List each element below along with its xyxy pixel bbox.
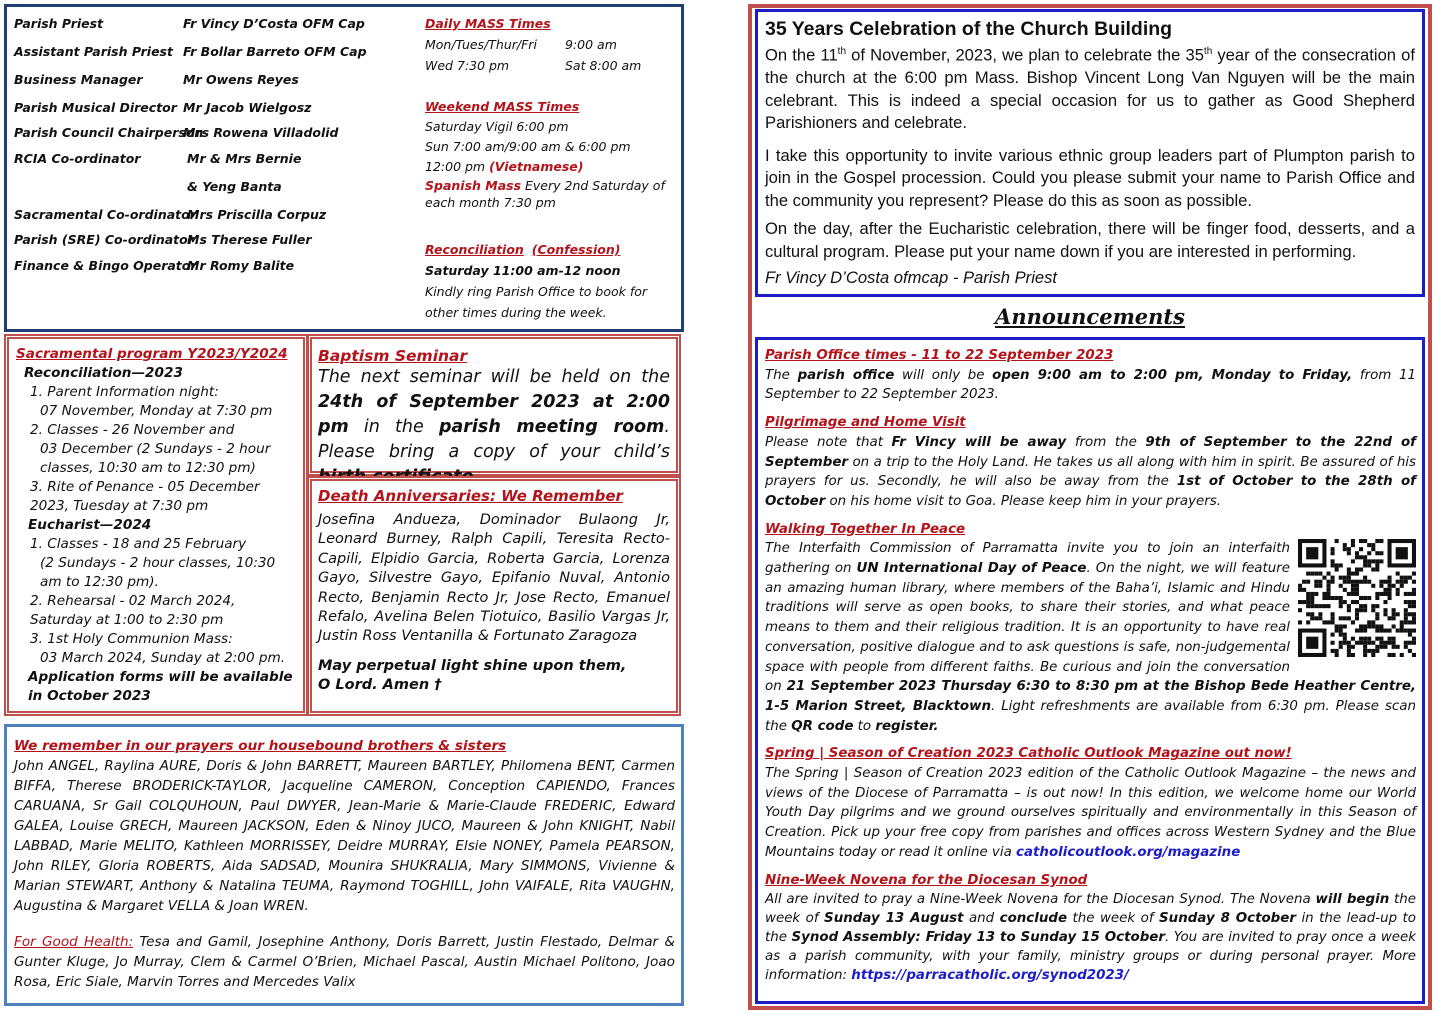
staff-name: Mr & Mrs Bernie	[187, 151, 302, 166]
staff-role: RCIA Co-ordinator	[14, 151, 141, 166]
spring-text: The Spring | Season of Creation 2023 edition of the Catholic Outlook Magazine – the news and views of the Diocese of Parramatta – is out now! In this edition, we welcome home our World Youth Day pilgrims and we ground ourselves spiritually and environmentally in this Season of Creation. Pick up your free copy from parishes and offices across Western Sydney and the Blue Mountains today or read it online via catholicoutlook.org/magazine	[765, 766, 1416, 860]
good-health-names: Tesa and Gamil, Josephine Anthony, Doris Barrett, Justin Flestado, Delmar & Gunter Kluge, Jo Murray, Clem & Carmel O’Brien, Michael Pascal, Austin Michael Politono, Joao Rosa, Eric Siale, Marvin Torres and Mercedes Valix	[14, 934, 675, 990]
weekend-line-3b: (Vietnamese)	[489, 159, 584, 174]
staff-role: Parish Priest	[14, 16, 104, 31]
daily-line-1b: 9:00 am	[565, 37, 617, 52]
sac-r2b: 03 December (2 Sundays - 2 hour classes, 10:30 am to 12:30 pm)	[40, 441, 271, 476]
celebration-p1: On the 11th of November, 2023, we plan to celebrate the 35th year of the consecration of the church at the 6:00 pm Mass. Bishop Vincent Long Van Nguyen will be the main celebrant. This is indeed a special occasion for us to gather as Good Shepherd Parishioners and celebrate.	[765, 45, 1415, 133]
staff-role: Business Manager	[14, 72, 143, 87]
staff-name: Fr Bollar Barreto OFM Cap	[183, 44, 367, 59]
housebound-title: We remember in our prayers our housebound brothers & sisters	[14, 738, 507, 754]
pilgrimage-title: Pilgrimage and Home Visit	[765, 415, 966, 431]
good-health	[14, 932, 675, 992]
staff-role: Parish Musical Director	[14, 100, 177, 115]
reconciliation-line-1: Saturday 11:00 am-12 noon	[425, 263, 621, 278]
walking-section	[765, 520, 1416, 737]
staff-role: Assistant Parish Priest	[14, 44, 173, 59]
staff-name: Fr Vincy D’Costa OFM Cap	[183, 16, 365, 31]
staff-name: Mr Jacob Wielgosz	[183, 100, 312, 115]
housebound-names: John ANGEL, Raylina AURE, Doris & John BARRETT, Maureen BARTLEY, Philomena BENT, Carmen BIFFA, Therese BRODERICK-TAYLOR, Jacqueline CAMERON, Conception CAPIENDO, Frances CARUANA, Sr Gail COLQUHOUN, Paul DWYER, Jean-Marie & Marie-Claude FREDERIC, Edward GALEA, Louise GRECH, Maureen JACKSON, Eden & Ninoy JUCO, Maureen & John KNIGHT, Nabil LABBAD, Marie MELITO, Kathleen MORRISSEY, Deidre MURRAY, Elsie NONEY, Pamela PEARSON, John RILEY, Gloria ROBERTS, Aida SADSAD, Mounira SHUKRALIA, Mary SIMMONS, Vivienne & Marian STEWART, Anthony & Natalina TEUMA, Raymond TOGHILL, John VAIFALE, Rita VAUGHN, Augustina & Margaret VELLA & Joan WREN.	[14, 758, 675, 914]
weekend-mass	[425, 97, 683, 211]
office-title: Parish Office times - 11 to 22 September 2023	[765, 348, 1114, 363]
walking-title: Walking Together In Peace	[765, 521, 966, 537]
catholic-outlook-link[interactable]: catholicoutlook.org/magazine	[1016, 844, 1241, 860]
staff-role: Sacramental Co-ordinator	[14, 207, 196, 222]
staff-name: & Yeng Banta	[187, 179, 282, 194]
sac-e1: 1. Classes - 18 and 25 February	[30, 536, 247, 552]
sac-r1b: 07 November, Monday at 7:30 pm	[40, 403, 273, 419]
office-text: The parish office will only be open 9:00 am to 2:00 pm, Monday to Friday, from 11 September to 22 September 2023.	[765, 367, 1417, 403]
sac-r3: 3. Rite of Penance - 05 December 2023, Tuesday at 7:30 pm	[30, 479, 260, 514]
pilgrimage-text: Please note that Fr Vincy will be away from the 9th of September to the 22nd of September on a trip to the Holy Land. He takes us all along with him in spirit. Be assured of his prayers for us. Secondly, he will also be away from the 1st of October to the 28th of October on his home visit to Goa. Please keep him in your prayers.	[765, 434, 1416, 509]
sac-e3b: 03 March 2024, Sunday at 2:00 pm.	[40, 650, 286, 666]
weekend-mass-title: Weekend MASS Times	[425, 99, 580, 114]
sac-e2: 2. Rehearsal - 02 March 2024, Saturday at 1:00 to 2:30 pm	[30, 593, 236, 628]
qr-code-icon[interactable]	[1298, 539, 1416, 657]
death-anniversaries-box	[307, 476, 681, 716]
staff-role: Finance & Bingo Operator	[14, 258, 197, 273]
weekend-line-2: Sun 7:00 am/9:00 am & 6:00 pm	[425, 139, 631, 154]
staff-name: Mrs Priscilla Corpuz	[187, 207, 327, 222]
celebration-box	[755, 9, 1425, 297]
staff-box	[4, 4, 684, 332]
eucharist-heading: Eucharist—2024	[28, 517, 152, 533]
reconciliation-title: Reconciliation	[425, 242, 524, 257]
sac-e1b: (2 Sundays - 2 hour classes, 10:30 am to 12:30 pm).	[40, 555, 276, 590]
pilgrimage-section	[765, 413, 1416, 512]
weekend-line-1: Saturday Vigil 6:00 pm	[425, 119, 569, 134]
sacramental-title: Sacramental program Y2023/Y2024	[16, 346, 288, 362]
staff-name: Mr Romy Balite	[187, 258, 295, 273]
novena-section	[765, 871, 1416, 986]
sac-e3: 3. 1st Holy Communion Mass:	[30, 631, 233, 647]
reconciliation-confession: (Confession)	[531, 242, 621, 257]
baptism-box	[307, 334, 681, 476]
death-title: Death Anniversaries: We Remember	[318, 487, 623, 505]
sac-r1: 1. Parent Information night:	[30, 384, 219, 400]
daily-line-1a: Mon/Tues/Thur/Fri	[425, 37, 537, 52]
announcements-title: Announcements	[995, 304, 1185, 329]
death-names: Josefina Andueza, Dominador Bulaong Jr, Leonard Burney, Ralph Capili, Teresita Recto-Capili, Elpidio Garcia, Roberta Garcia, Lorenza Gayo, Silvestre Gayo, Epifanio Nuval, Antonio Recto, Benjamin Recto Jr, Jose Recto, Emanuel Refalo, Avelina Belen Tiotuico, Basilio Vargas Jr, Justin Ross Ventanilla & Fortunato Zaragoza	[318, 512, 670, 645]
baptism-text: The next seminar will be held on the 24th of September 2023 at 2:00 pm in the parish meeting room. Please bring a copy of your child’s	[318, 367, 670, 462]
housebound-box	[4, 724, 684, 1006]
spring-title: Spring | Season of Creation 2023 Catholic Outlook Magazine out now!	[765, 746, 1292, 762]
celebration-p2: I take this opportunity to invite various ethnic group leaders part of Plumpton parish to join in the Gospel procession. Could you please submit your name to Parish Office and the community you represent? Please do this as soon as possible.	[765, 145, 1415, 210]
daily-line-2a: Wed 7:30 pm	[425, 58, 510, 73]
announcements-box	[755, 337, 1425, 1004]
staff-role: Parish (SRE) Co-ordinator	[14, 232, 194, 247]
weekend-line-3a: 12:00 pm	[425, 159, 490, 174]
sacramental-box	[4, 334, 308, 716]
good-health-title: For Good Health:	[14, 934, 134, 950]
synod-link[interactable]: https://parracatholic.org/synod2023/	[851, 968, 1129, 984]
walking-text: The Interfaith Commission of Parramatta invite you to join an interfaith gathering on UN International Day of Peace. On the night, we will feature an amazing human library, where members of the Baha’i, Islamic and Hindu traditions will serve as open books, to share their stories, and what peace means to them and their religious tradition. It is an opportunity to have real conversation, positive dialogue and to ask questions is safe, non-judgemental space with people from different faiths. Be curious and join the conversation on 21 September 2023 Thursday 6:30 to 8:30 pm at the Bishop Bede Heather Centre, 1-5 Marion Street, Blacktown. Light refreshments are available from 6:30 pm. Please scan the QR code to register.	[765, 541, 1417, 734]
spring-section	[765, 744, 1416, 862]
daily-mass	[425, 13, 641, 76]
death-closing-2: O Lord. Amen †	[318, 677, 442, 694]
daily-mass-title: Daily MASS Times	[425, 16, 551, 31]
novena-text: All are invited to pray a Nine-Week Novena for the Diocesan Synod. The Novena will begin the week of Sunday 13 August and conclude the week of Sunday 8 October in the lead-up to the Synod Assembly: Friday 13 to Sunday 15 October. You are invited to pray once a week as a parish community, with your family, ministry groups or during personal prayer. More information: https://parracatholic.org/synod2023/	[765, 892, 1417, 984]
staff-role: Parish Council Chairperson	[14, 125, 204, 140]
office-section	[765, 346, 1416, 405]
daily-line-2b: Sat 8:00 am	[565, 58, 642, 73]
spanish-mass-label: Spanish Mass	[425, 178, 522, 193]
celebration-title: 35 Years Celebration of the Church Building	[765, 18, 1173, 40]
reconciliation-line-2: Kindly ring Parish Office to book for other times during the week.	[425, 284, 648, 320]
reconciliation-times	[425, 239, 683, 323]
reconciliation-heading: Reconciliation—2023	[24, 365, 183, 381]
staff-name: Mrs Rowena Villadolid	[183, 125, 339, 140]
staff-name: Ms Therese Fuller	[187, 232, 312, 247]
celebration-p3: On the day, after the Eucharistic celebration, there will be finger food, desserts, and a cultural program. Please put your name down if you are interested in performing.	[765, 219, 1415, 261]
death-closing-1: May perpetual light shine upon them,	[318, 657, 627, 674]
application-forms: Application forms will be available in October 2023	[28, 669, 293, 704]
celebration-signature: Fr Vincy D’Costa ofmcap - Parish Priest	[765, 268, 1058, 288]
novena-title: Nine-Week Novena for the Diocesan Synod	[765, 872, 1088, 888]
spanish-mass-text: Every 2nd Saturday of each month 7:30 pm	[425, 178, 665, 210]
baptism-title: Baptism Seminar	[318, 347, 468, 365]
sac-r2: 2. Classes - 26 November and	[30, 422, 235, 438]
staff-name: Mr Owens Reyes	[183, 72, 299, 87]
